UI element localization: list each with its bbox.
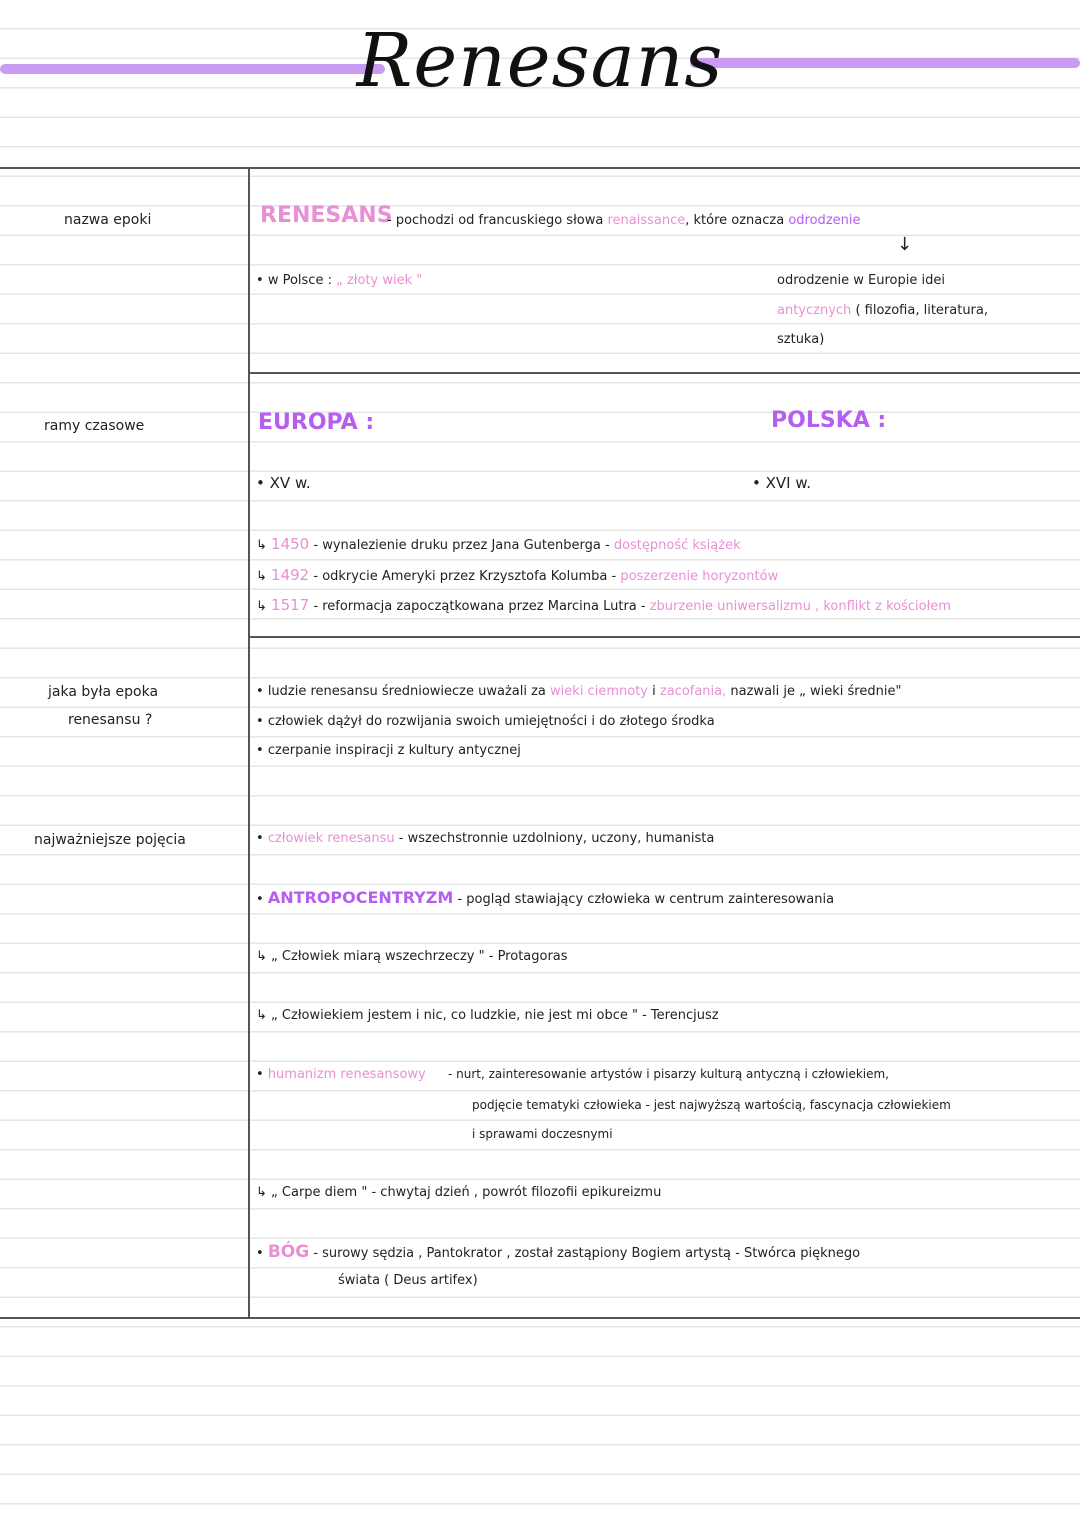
- carpe: „ Carpe diem ": [271, 1185, 368, 1200]
- antropo-term: ANTROPOCENTRYZM: [267, 888, 454, 907]
- heading-europa: EUROPA :: [258, 410, 375, 435]
- event-effect: poszerzenie horyzontów: [620, 569, 779, 584]
- carpe-def: - chwytaj dzień , powrót filozofii epikureizmu: [371, 1185, 662, 1200]
- quote1-author: - Protagoras: [488, 949, 568, 964]
- table-bottom-border: [0, 1317, 1080, 1319]
- note-line-2-rest: ( filozofia, literatura,: [855, 303, 989, 318]
- label-time-frame: ramy czasowe: [44, 418, 145, 434]
- arrow-right-icon: ↳: [256, 1008, 267, 1023]
- row-divider-2: [248, 636, 1080, 638]
- europe-century: XV w.: [269, 474, 311, 492]
- poland-century-line: [752, 474, 811, 492]
- what-b2: człowiek dążył do rozwijania swoich umiejętności i do złotego środka: [267, 714, 715, 729]
- heading-polska: POLSKA :: [771, 408, 887, 433]
- origin-part-b: , które oznacza: [685, 213, 785, 228]
- humanizm-term: humanizm renesansowy: [267, 1067, 426, 1082]
- event-year: 1450: [271, 535, 310, 553]
- concept-carpe-diem: [256, 1185, 661, 1200]
- note-line-1: odrodzenie w Europie idei: [777, 273, 945, 288]
- word-antycznych: antycznych: [777, 303, 852, 318]
- arrow-right-icon: ↳: [256, 538, 267, 553]
- antropo-def: - pogląd stawiający człowieka w centrum zainteresowania: [457, 892, 835, 907]
- bullet-icon: •: [256, 1246, 264, 1261]
- quote-terencjusz: [256, 1008, 719, 1023]
- bog-def-2: świata ( Deus artifex): [338, 1273, 478, 1288]
- poland-prefix: w Polsce :: [267, 273, 332, 288]
- arrow-right-icon: ↳: [256, 599, 267, 614]
- bog-term: BÓG: [267, 1242, 310, 1262]
- what-b1-zacofania: zacofania,: [659, 684, 727, 699]
- event-year: 1517: [271, 596, 310, 614]
- label-what-epoch-2: renesansu ?: [68, 712, 153, 728]
- czlowiek-term: człowiek renesansu: [267, 831, 395, 846]
- bullet-icon: •: [256, 743, 264, 758]
- event-desc: - wynalezienie druku przez Jana Gutenberga -: [313, 538, 610, 553]
- word-odrodzenie: odrodzenie: [788, 213, 861, 228]
- note-line-3: sztuka): [777, 332, 825, 347]
- what-b1-i: i: [652, 684, 656, 699]
- humanizm-def-3: i sprawami doczesnymi: [472, 1127, 613, 1141]
- bullet-icon: •: [256, 831, 264, 846]
- origin-part-a: - pochodzi od francuskiego słowa: [387, 213, 604, 228]
- what-bullet-1: [256, 684, 901, 699]
- czlowiek-def: - wszechstronnie uzdolniony, uczony, humanista: [398, 831, 715, 846]
- what-b1-wieki: wieki ciemnoty: [550, 684, 648, 699]
- event-row: [256, 596, 951, 614]
- poland-line: [256, 273, 422, 288]
- poland-century: XVI w.: [765, 474, 812, 492]
- event-row: [256, 566, 778, 584]
- concept-antropocentryzm: [256, 888, 834, 907]
- note-line-2: [777, 303, 988, 318]
- row-divider-1: [248, 372, 1080, 374]
- column-divider: [248, 167, 250, 1319]
- table-top-border: [0, 167, 1080, 169]
- bullet-icon: •: [256, 892, 264, 907]
- label-key-concepts: najważniejsze pojęcia: [34, 832, 186, 848]
- what-bullet-2: [256, 714, 715, 729]
- word-renaissance: renaissance: [607, 213, 686, 228]
- bog-def-1: - surowy sędzia , Pantokrator , został zastąpiony Bogiem artystą - Stwórca pięknego: [313, 1246, 861, 1261]
- arrow-right-icon: ↳: [256, 569, 267, 584]
- humanizm-def-2: podjęcie tematyki człowieka - jest najwyższą wartością, fascynacja człowiekiem: [472, 1098, 951, 1112]
- event-effect: zburzenie uniwersalizmu , konflikt z kościołem: [649, 599, 951, 614]
- quote-protagoras: [256, 949, 568, 964]
- bullet-icon: •: [256, 684, 264, 699]
- bullet-icon: •: [256, 714, 264, 729]
- label-epoch-name: nazwa epoki: [64, 212, 152, 228]
- concept-bog: [256, 1242, 860, 1262]
- event-effect: dostępność książek: [613, 538, 741, 553]
- zloty-wiek: „ złoty wiek ": [336, 273, 423, 288]
- arrow-right-icon: ↳: [256, 949, 267, 964]
- page-title: Renesans: [356, 18, 724, 104]
- event-year: 1492: [271, 566, 310, 584]
- what-b1-a: ludzie renesansu średniowiecze uważali za: [267, 684, 546, 699]
- heading-renesans: RENESANS: [260, 203, 393, 228]
- concept-humanizm: [256, 1067, 426, 1082]
- arrow-right-icon: ↳: [256, 1185, 267, 1200]
- humanizm-def-1: - nurt, zainteresowanie artystów i pisarzy kulturą antyczną i człowiekiem,: [448, 1067, 889, 1081]
- what-b1-b: nazwali je „ wieki średnie": [730, 684, 902, 699]
- concept-czlowiek: [256, 831, 714, 846]
- quote2: „ Człowiekiem jestem i nic, co ludzkie, nie jest mi obce ": [271, 1008, 638, 1023]
- what-b3: czerpanie inspiracji z kultury antycznej: [267, 743, 521, 758]
- bullet-icon: •: [256, 474, 265, 492]
- down-arrow-icon: ↓: [897, 234, 913, 255]
- europe-century-line: [256, 474, 311, 492]
- event-desc: - reformacja zapoczątkowana przez Marcina Lutra -: [313, 599, 646, 614]
- quote2-author: - Terencjusz: [642, 1008, 719, 1023]
- bullet-icon: •: [256, 273, 264, 288]
- bullet-icon: •: [256, 1067, 264, 1082]
- origin-text: [387, 213, 861, 228]
- what-bullet-3: [256, 743, 521, 758]
- event-row: [256, 535, 741, 553]
- event-desc: - odkrycie Ameryki przez Krzysztofa Kolumba -: [313, 569, 617, 584]
- bullet-icon: •: [752, 474, 761, 492]
- quote1: „ Człowiek miarą wszechrzeczy ": [271, 949, 485, 964]
- label-what-epoch-1: jaka była epoka: [48, 684, 159, 700]
